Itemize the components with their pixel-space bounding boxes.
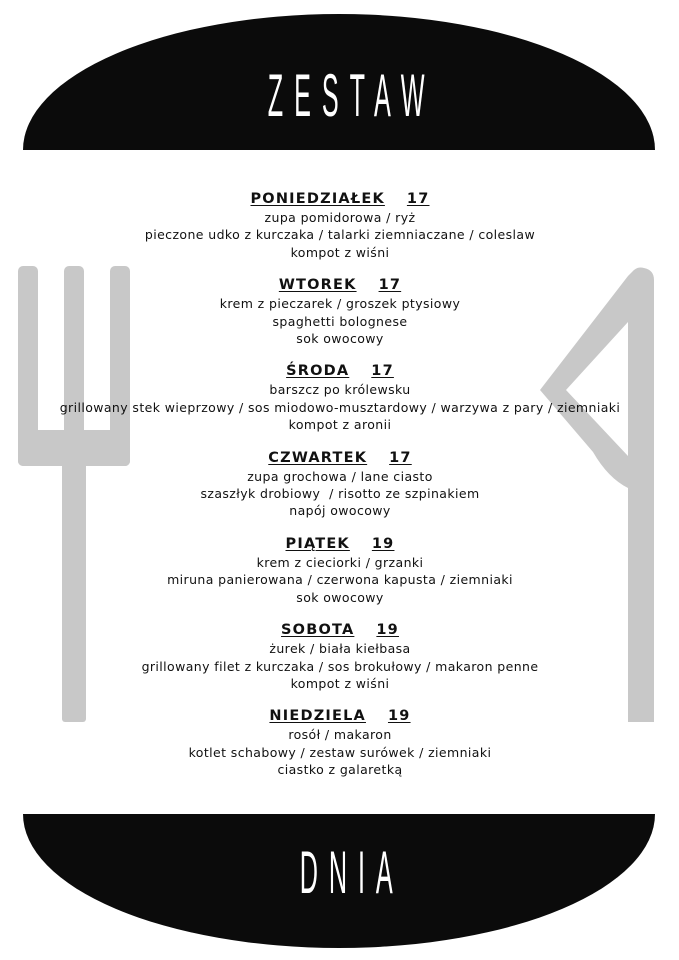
dish-line: spaghetti bolognese: [272, 313, 408, 329]
day-price: 19: [387, 708, 411, 725]
dish-line: miruna panierowana / czerwona kapusta / ziemniaki: [167, 572, 513, 588]
day-price: 19: [371, 535, 395, 552]
menu-day-monday: [40, 190, 640, 261]
dish-line: barszcz po królewsku: [269, 382, 411, 398]
day-heading: [40, 449, 640, 468]
day-heading: [40, 362, 640, 381]
dish-line: kotlet schabowy / zestaw surówek / ziemniaki: [188, 744, 492, 760]
dish-line: zupa grochowa / lane ciasto: [247, 468, 433, 484]
header-title: ZESTAW: [268, 62, 436, 129]
menu-day-friday: [40, 535, 640, 606]
dish-line: grillowany filet z kurczaka / sos brokułowy / makaron penne: [141, 658, 539, 674]
header-banner: [23, 14, 655, 150]
dish-line: szaszłyk drobiowy / risotto ze szpinakiem: [200, 486, 480, 502]
day-price: 17: [406, 191, 430, 207]
menu-day-sunday: [40, 707, 640, 778]
dish-line: grillowany stek wieprzowy / sos miodowo-musztardowy / warzywa z pary / ziemniaki: [59, 399, 621, 415]
day-heading: [40, 707, 640, 726]
dish-line: sok owocowy: [296, 589, 384, 605]
dish-line: zupa pomidorowa / ryż: [264, 210, 416, 225]
dish-line: kompot z aronii: [288, 417, 392, 433]
day-price: 17: [371, 363, 394, 380]
menu-day-saturday: [40, 621, 640, 692]
day-heading: [40, 621, 640, 640]
day-price: 19: [376, 622, 399, 639]
dish-line: krem z pieczarek / groszek ptysiowy: [219, 296, 461, 312]
day-name: SOBOTA: [281, 622, 355, 639]
day-name: NIEDZIELA: [269, 708, 366, 725]
day-name: PIĄTEK: [285, 535, 350, 552]
dish-line: kompot z wiśni: [290, 675, 390, 691]
footer-title: DNIA: [300, 839, 404, 906]
day-name: PONIEDZIAŁEK: [250, 191, 385, 207]
menu-day-wednesday: [40, 362, 640, 433]
day-name: ŚRODA: [286, 363, 350, 380]
menu-day-thursday: [40, 449, 640, 520]
day-name: WTOREK: [278, 277, 357, 294]
dish-line: krem z cieciorki / grzanki: [256, 554, 424, 570]
daily-menu: [40, 190, 640, 794]
dish-line: pieczone udko z kurczaka / talarki ziemniaczane / coleslaw: [144, 227, 536, 243]
dish-line: rosół / makaron: [288, 727, 392, 743]
day-price: 17: [378, 277, 402, 294]
day-heading: [40, 535, 640, 554]
day-name: CZWARTEK: [268, 449, 368, 466]
dish-line: ciastko z galaretką: [277, 762, 403, 778]
dish-line: napój owocowy: [289, 503, 391, 519]
dish-line: sok owocowy: [296, 331, 384, 347]
menu-day-tuesday: [40, 276, 640, 347]
dish-line: żurek / biała kiełbasa: [269, 641, 411, 657]
day-heading: [40, 276, 640, 295]
day-price: 17: [389, 449, 412, 466]
dish-line: kompot z wiśni: [290, 244, 390, 260]
day-heading: [40, 190, 640, 209]
footer-banner: [23, 814, 655, 948]
